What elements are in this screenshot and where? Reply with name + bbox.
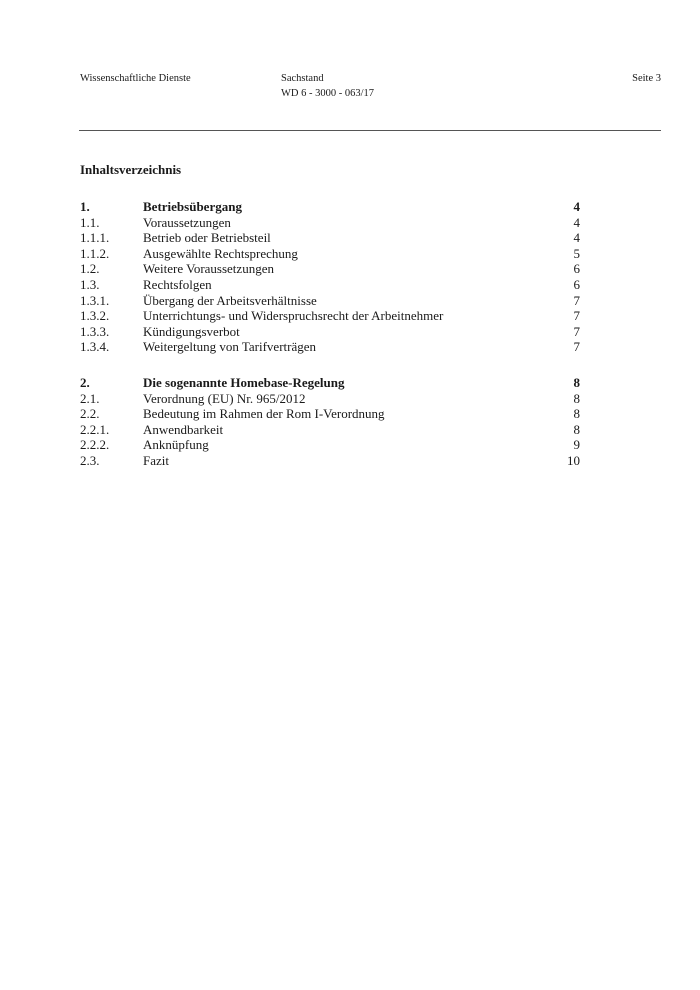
toc-entry[interactable] xyxy=(80,261,580,277)
toc-entry-title: Anwendbarkeit xyxy=(143,421,224,437)
toc-section-2 xyxy=(80,375,580,469)
toc-entry[interactable] xyxy=(80,339,580,355)
toc-entry[interactable] xyxy=(80,437,580,453)
toc-entry-title: Bedeutung im Rahmen der Rom I-Verordnung xyxy=(143,406,385,422)
toc-entry-number: 1.3.1. xyxy=(80,292,110,308)
toc-entry-number: 1.3.2. xyxy=(80,308,110,324)
toc-entry-title: Rechtsfolgen xyxy=(143,276,212,292)
toc-entry-page: 4 xyxy=(573,214,580,230)
toc-entry[interactable] xyxy=(80,324,580,340)
toc-entry[interactable] xyxy=(80,215,580,231)
toc-entry-number: 2.2. xyxy=(80,406,100,422)
toc-entry-page: 7 xyxy=(573,323,580,339)
toc-entry-number: 1.1.2. xyxy=(80,245,110,261)
toc-entry[interactable] xyxy=(80,375,580,391)
toc-entry-number: 2.3. xyxy=(80,452,100,468)
toc-entry-number: 1.1.1. xyxy=(80,230,110,246)
toc-entry-title: Anknüpfung xyxy=(143,437,209,453)
toc-entry-number: 1.3. xyxy=(80,276,100,292)
header-organization: Wissenschaftliche Dienste xyxy=(80,73,191,84)
header-doc-ref: WD 6 - 3000 - 063/17 xyxy=(281,88,375,99)
toc-entry-number: 2. xyxy=(80,375,90,390)
header-doc-type: Sachstand xyxy=(281,73,324,84)
toc-entry-page: 5 xyxy=(573,245,580,261)
toc-entry-title: Die sogenannte Homebase-Regelung xyxy=(143,375,345,390)
toc-entry-title: Ausgewählte Rechtsprechung xyxy=(143,245,298,261)
toc-entry-title: Weitergeltung von Tarifverträgen xyxy=(143,339,316,355)
toc-entry[interactable] xyxy=(80,230,580,246)
toc-entry-number: 1.3.3. xyxy=(80,323,110,339)
toc-title: Inhaltsverzeichnis xyxy=(80,162,182,177)
toc-entry-title: Übergang der Arbeitsverhältnisse xyxy=(143,292,317,308)
toc-entry-title: Kündigungsverbot xyxy=(143,323,240,339)
toc-entry-page: 4 xyxy=(573,230,580,246)
toc-section-1 xyxy=(80,199,580,355)
toc-entry-number: 1.2. xyxy=(80,261,100,277)
toc-entry-number: 1.3.4. xyxy=(80,339,110,355)
toc-entry[interactable] xyxy=(80,406,580,422)
header-page-number: Seite 3 xyxy=(632,73,661,84)
toc-entry-number: 1.1. xyxy=(80,214,100,230)
toc-entry-page: 10 xyxy=(567,452,580,468)
toc-entry-page: 6 xyxy=(573,261,580,277)
toc-entry-page: 4 xyxy=(573,199,580,214)
toc-entry-number: 2.2.2. xyxy=(80,437,110,453)
toc-entry[interactable] xyxy=(80,199,580,215)
toc-entry-title: Verordnung (EU) Nr. 965/2012 xyxy=(143,390,306,406)
header-divider xyxy=(79,130,661,131)
toc-entry-page: 7 xyxy=(573,339,580,355)
toc-entry[interactable] xyxy=(80,293,580,309)
toc-entry[interactable] xyxy=(80,391,580,407)
toc-entry[interactable] xyxy=(80,308,580,324)
header-document-info xyxy=(281,71,374,101)
toc-entry[interactable] xyxy=(80,246,580,262)
toc-entry[interactable] xyxy=(80,453,580,469)
toc-entry-title: Unterrichtungs- und Widerspruchsrecht der Arbeitnehmer xyxy=(143,308,444,324)
toc-entry-title: Betriebsübergang xyxy=(143,199,242,214)
toc-entry-number: 1. xyxy=(80,199,90,214)
toc-entry-number: 2.1. xyxy=(80,390,100,406)
toc-entry-page: 9 xyxy=(573,437,580,453)
toc-entry-page: 7 xyxy=(573,292,580,308)
toc-entry-title: Voraussetzungen xyxy=(143,214,231,230)
toc-entry-page: 7 xyxy=(573,308,580,324)
toc-entry-title: Betrieb oder Betriebsteil xyxy=(143,230,271,246)
toc-entry-page: 8 xyxy=(573,406,580,422)
toc-entry-page: 6 xyxy=(573,276,580,292)
toc-entry[interactable] xyxy=(80,422,580,438)
toc-entry-page: 8 xyxy=(573,390,580,406)
toc-entry-title: Weitere Voraussetzungen xyxy=(143,261,274,277)
page-header xyxy=(80,71,661,111)
toc-entry-title: Fazit xyxy=(143,452,169,468)
toc-entry-page: 8 xyxy=(573,421,580,437)
toc-entry[interactable] xyxy=(80,277,580,293)
toc-entry-page: 8 xyxy=(573,375,580,390)
toc-entry-number: 2.2.1. xyxy=(80,421,110,437)
